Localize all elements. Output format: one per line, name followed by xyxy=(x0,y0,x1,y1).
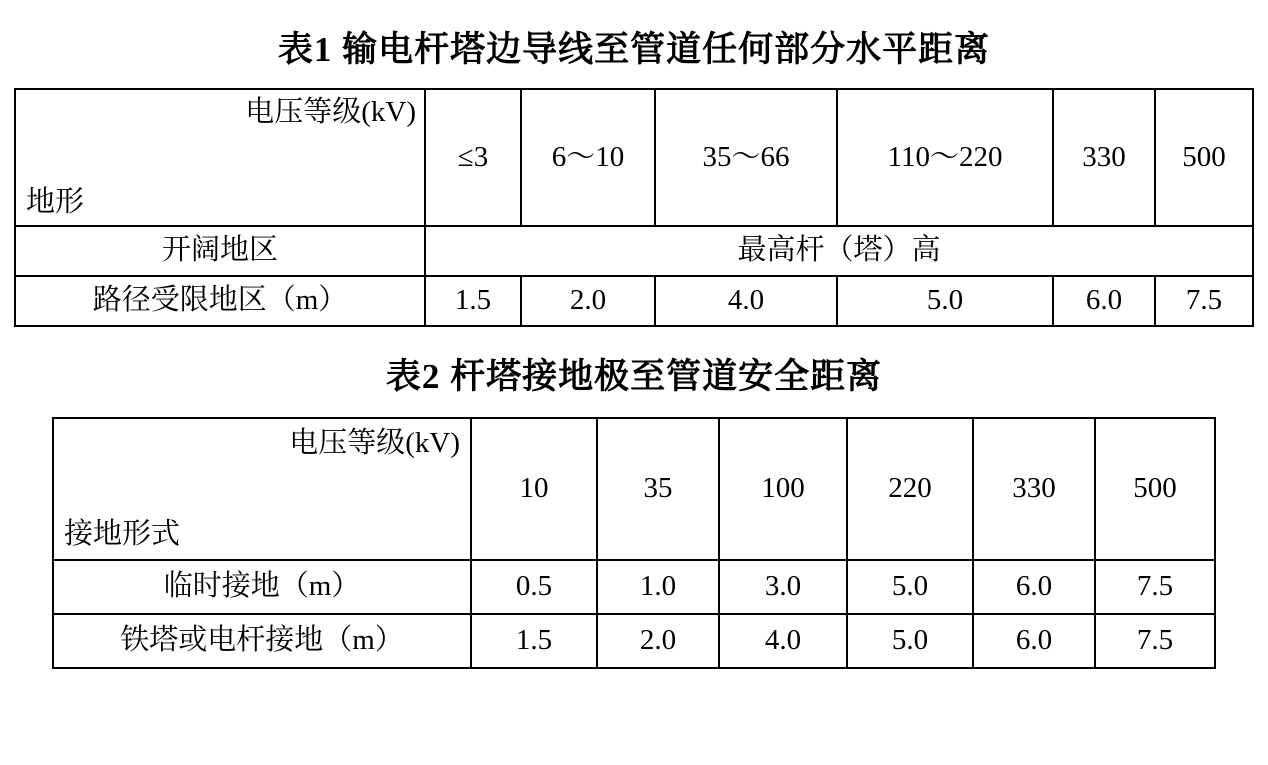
table-1-voltage-3: 110～220 xyxy=(837,89,1053,226)
table-2-row-1-value-2: 4.0 xyxy=(719,614,847,668)
table-1-row-1-value-1: 2.0 xyxy=(521,276,655,326)
table-1-column-header-label: 电压等级(kV) xyxy=(245,96,416,128)
table-2-row-0-label: 临时接地（m） xyxy=(53,560,471,614)
table-2-voltage-1: 35 xyxy=(597,418,719,560)
table-1-row-1-value-4: 6.0 xyxy=(1053,276,1155,326)
table-2-voltage-4: 330 xyxy=(973,418,1095,560)
table-2-row-0-value-5: 7.5 xyxy=(1095,560,1215,614)
table-2-row-1-label: 铁塔或电杆接地（m） xyxy=(53,614,471,668)
table-1-voltage-4: 330 xyxy=(1053,89,1155,226)
table-1-voltage-1: 6～10 xyxy=(521,89,655,226)
table-2-row-1-value-3: 5.0 xyxy=(847,614,973,668)
table-2-row-header-label: 接地形式 xyxy=(64,517,181,550)
table-2-row-1-value-1: 2.0 xyxy=(597,614,719,668)
table-2-title: 表2 杆塔接地极至管道安全距离 xyxy=(385,357,883,396)
table-2-row-0-value-0: 0.5 xyxy=(471,560,597,614)
table-2-voltage-3: 220 xyxy=(847,418,973,560)
table-1 xyxy=(14,88,1254,327)
table-2-voltage-2: 100 xyxy=(719,418,847,560)
table-2-row-1-value-4: 6.0 xyxy=(973,614,1095,668)
table-row xyxy=(15,226,1253,276)
table-2-voltage-5: 500 xyxy=(1095,418,1215,560)
table-1-row-1-value-3: 5.0 xyxy=(837,276,1053,326)
table-1-title: 表1 输电杆塔边导线至管道任何部分水平距离 xyxy=(277,30,991,69)
table-1-row-1-label: 路径受限地区（m） xyxy=(15,276,425,326)
table-2-corner-cell xyxy=(53,418,471,560)
table-row xyxy=(53,560,1215,614)
table-1-container xyxy=(14,88,1268,327)
table-2-row-0-value-2: 3.0 xyxy=(719,560,847,614)
table-1-row-1-value-0: 1.5 xyxy=(425,276,521,326)
table-1-row-0-label: 开阔地区 xyxy=(15,226,425,276)
table-2-header-row xyxy=(53,418,1215,560)
table-1-header-row xyxy=(15,89,1253,226)
table-1-row-1-value-2: 4.0 xyxy=(655,276,837,326)
table-2-row-1-value-5: 7.5 xyxy=(1095,614,1215,668)
table-2-container xyxy=(52,417,1268,669)
table-row xyxy=(53,614,1215,668)
table-row xyxy=(15,276,1253,326)
table-1-corner-cell xyxy=(15,89,425,226)
table-1-row-header-label: 地形 xyxy=(26,185,85,218)
table-2-voltage-0: 10 xyxy=(471,418,597,560)
table-2-column-header-label: 电压等级(kV) xyxy=(289,427,460,459)
table-2-row-0-value-4: 6.0 xyxy=(973,560,1095,614)
table-1-row-1-value-5: 7.5 xyxy=(1155,276,1253,326)
table-1-row-0-merged-value: 最高杆（塔）高 xyxy=(425,226,1253,276)
table-1-voltage-5: 500 xyxy=(1155,89,1253,226)
table-2-row-1-value-0: 1.5 xyxy=(471,614,597,668)
table-2-row-0-value-3: 5.0 xyxy=(847,560,973,614)
table-2 xyxy=(52,417,1216,669)
table-1-voltage-0: ≤3 xyxy=(425,89,521,226)
table-1-voltage-2: 35～66 xyxy=(655,89,837,226)
table-2-row-0-value-1: 1.0 xyxy=(597,560,719,614)
